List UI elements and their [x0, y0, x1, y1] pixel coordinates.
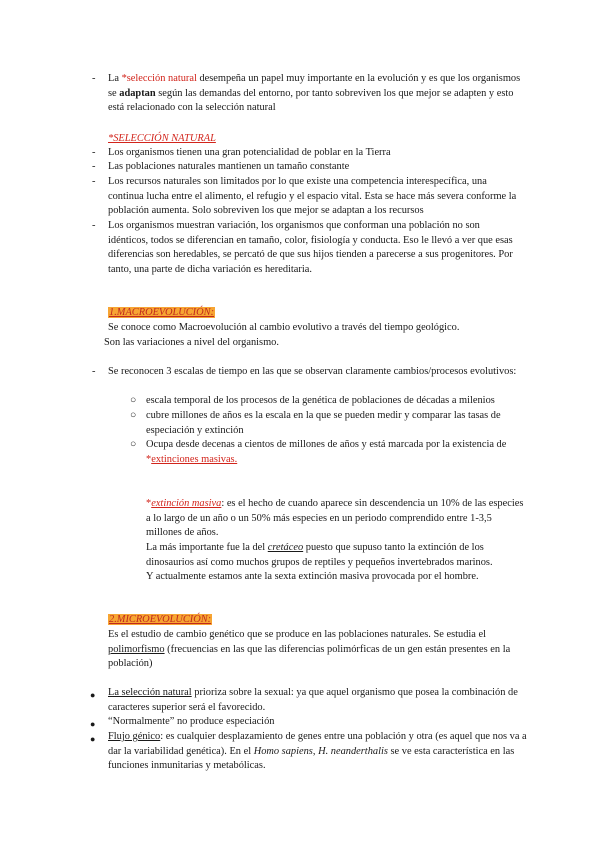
micro-paragraph — [108, 628, 528, 672]
dot-marker: ● — [90, 719, 96, 729]
seleccion-item-text: Las poblaciones naturales mantienen un tamaño constante — [108, 161, 350, 172]
seleccion-natural-link: La selección natural — [108, 687, 192, 698]
asterisk: * — [146, 498, 152, 509]
seleccion-natural-term: *selección natural — [121, 73, 197, 84]
homo-sapiens: Homo sapiens — [253, 745, 313, 757]
polimorfismo-term: polimorfismo — [108, 643, 165, 655]
dash-marker: - — [92, 147, 96, 158]
macro-heading — [108, 306, 215, 321]
micro-bullet: “Normalmente” no produce especiación — [108, 716, 275, 727]
circle-marker: ○ — [130, 395, 137, 406]
cretaceo-text: La más importante fue la del — [146, 542, 268, 553]
intro-text: desempeña un papel muy importante en la evolución y es que los organismos se — [108, 73, 521, 99]
micro-bullet-text: : es cualquier desplazamiento de genes entre una población y otra (es aquel que nos va a dar la variabilidad genética). En el — [108, 731, 527, 757]
seleccion-item-text: Los organismos muestran variación, los organismos que conforman una población no son idénticos, todos se diferencian en tamaño, color, fisiología y conducta. Eso le llevó a ver que esas diferencias son heredables, se percató de que sus hijos tienden a parecerse a sus progenitores. Por tanto, una parte de dicha variación es hereditaria. — [108, 220, 513, 275]
adaptan-bold: adaptan — [119, 87, 156, 99]
cretaceo-paragraph — [146, 541, 526, 570]
dash-marker: - — [92, 366, 96, 377]
micro-bullet — [108, 730, 528, 774]
micro-text: Es el estudio de cambio genético que se produce en las poblaciones naturales. Se estudia el — [108, 629, 486, 640]
circle-marker: ○ — [130, 410, 137, 421]
macro-line-2: Son las variaciones a nivel del organismo. — [104, 337, 279, 348]
separator: , — [312, 745, 319, 757]
micro-heading-text: 2.MICROEVOLUCIÓN: — [109, 614, 212, 625]
extincion-masiva-term: extinción masiva — [151, 498, 222, 509]
dash-marker: - — [92, 176, 96, 187]
dash-marker: - — [92, 73, 96, 84]
intro-text: según las demandas del entorno, por tanto sobreviven los que mejor se adapten y esto está relacionado con la selección natural — [108, 87, 514, 114]
macro-heading-text: 1.MACROEVOLUCIÓN: — [109, 307, 215, 318]
extinciones-masivas-link: extinciones masivas. — [151, 453, 238, 465]
dash-marker: - — [92, 220, 96, 231]
seleccion-item-text: Los organismos tienen una gran potencialidad de poblar en la Tierra — [108, 147, 391, 158]
micro-heading — [108, 613, 212, 628]
cretaceo-term: cretáceo — [267, 542, 304, 553]
escala-item: escala temporal de los procesos de la genética de poblaciones de décadas a milenios — [146, 395, 495, 406]
micro-bullet-text: prioriza sobre la sexual: ya que aquel organismo que posea la combinación de caracteres superior será el favorecido. — [108, 687, 518, 713]
dash-marker: - — [92, 161, 96, 172]
escala-item — [146, 438, 526, 467]
micro-text: (frecuencias en las que las diferencias polimórficas de un gen están presentes en la población) — [108, 643, 511, 670]
flujo-genico-term: Flujo génico — [108, 731, 161, 742]
cretaceo-text: puesto que supuso tanto la extinción de los dinosaurios así como muchos grupos de reptiles y pequeños invertebrados marinos. — [146, 542, 493, 568]
asterisk: * — [146, 453, 152, 465]
circle-marker: ○ — [130, 439, 137, 450]
extincion-definition — [146, 497, 526, 541]
dot-marker: ● — [90, 690, 96, 700]
escala-item: cubre millones de años es la escala en la que se pueden medir y comparar las tasas de especiación y extinción — [146, 410, 501, 436]
micro-bullet — [108, 686, 528, 715]
escala-text: Ocupa desde decenas a cientos de millones de años y está marcada por la existencia de — [146, 439, 507, 450]
h-neanderthalis: H. neanderthalis — [318, 745, 388, 757]
seleccion-heading: *SELECCIÓN NATURAL — [108, 133, 216, 144]
sexta-extincion: Y actualmente estamos ante la sexta extinción masiva provocada por el hombre. — [146, 571, 479, 582]
macro-line-1: Se conoce como Macroevolución al cambio evolutivo a través del tiempo geológico. — [108, 322, 460, 333]
escalas-intro-text: Se reconocen 3 escalas de tiempo en las que se observan claramente cambios/procesos evolutivos: — [108, 366, 517, 377]
micro-bullet-text: se ve esta característica en las funciones inmunitarias y metabólicas. — [108, 745, 515, 772]
dot-marker: ● — [90, 734, 96, 744]
seleccion-item-text: Los recursos naturales son limitados por lo que existe una competencia interespecífica, una continua lucha entre el alimento, el refugio y el espacio vital. Esta se hace más severa conforme la población aumenta. Solo sobreviven los que mejor se adaptan a los recursos — [108, 176, 517, 217]
intro-text: La — [108, 73, 122, 84]
extincion-def-text: : es el hecho de cuando aparece sin descendencia un 10% de las especies a lo largo de un año o un 50% más especies en un periodo comprendido entre 1-3,5 millones de años. — [146, 498, 524, 539]
